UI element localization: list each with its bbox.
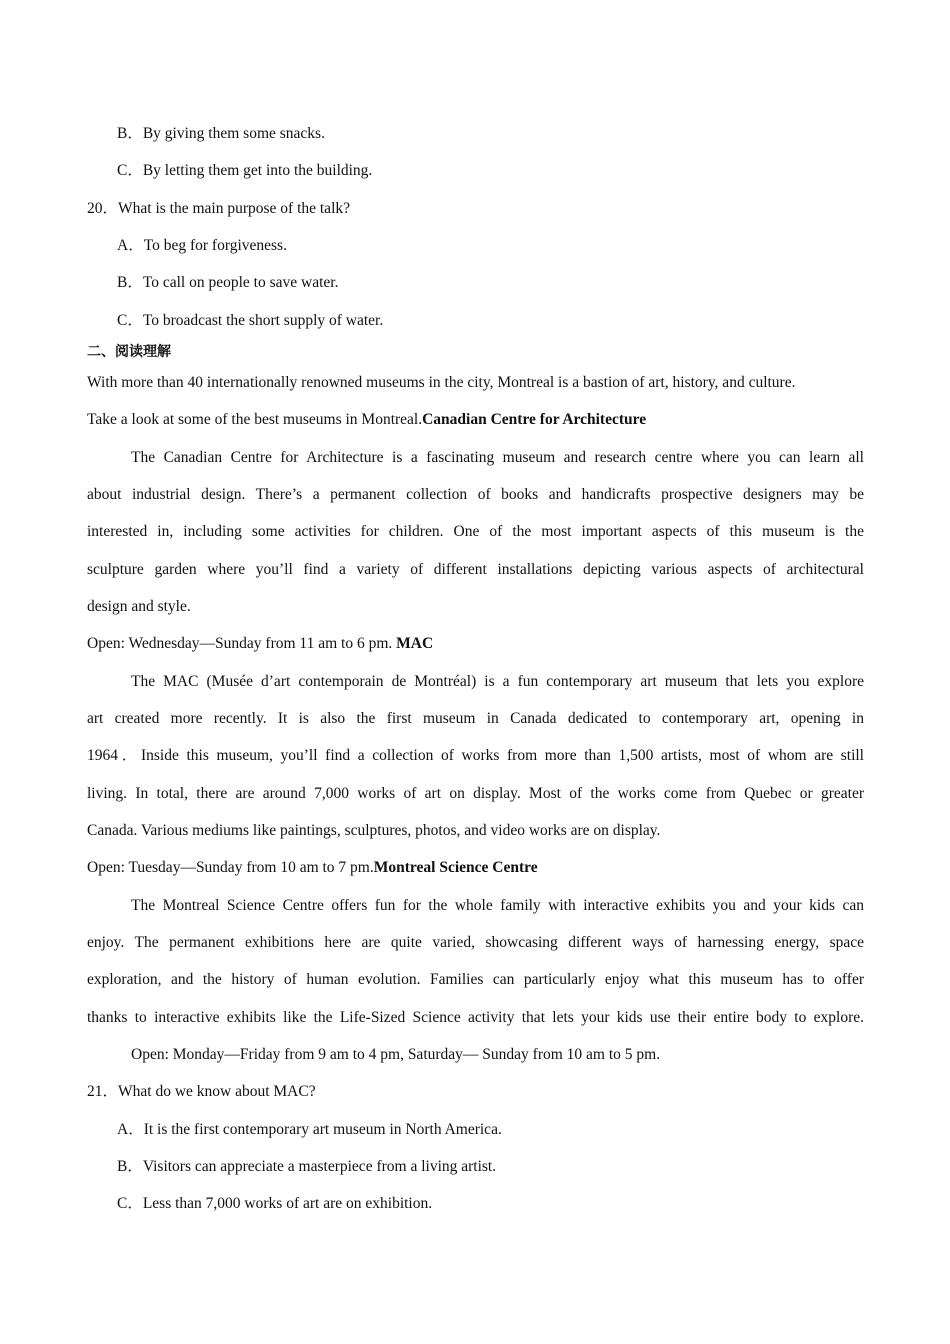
msc-heading: Montreal Science Centre [373, 859, 538, 876]
cca-open-hours [87, 634, 433, 654]
cca-paragraph-line-1: The Canadian Centre for Architecture is a fascinating museum and research centre where you can learn all [131, 449, 864, 466]
mac-paragraph-line-4: living. In total, there are around 7,000 works of art on display. Most of the works come from Quebec or greater [87, 785, 864, 802]
intro-line-2 [87, 410, 646, 430]
msc-paragraph-line-3: exploration, and the history of human evolution. Families can particularly enjoy what this museum has to offer [87, 971, 864, 988]
q20-option-a: A．To beg for forgiveness. [117, 237, 287, 254]
intro-line-2-text: Take a look at some of the best museums in Montreal. [87, 411, 423, 428]
intro-line-1: With more than 40 internationally renowned museums in the city, Montreal is a bastion of art, history, and culture. [87, 374, 796, 391]
mac-open-text: Open: Tuesday—Sunday from 10 am to 7 pm. [87, 859, 374, 876]
q19-option-b: B．By giving them some snacks. [117, 125, 325, 142]
q20-stem: 20．What is the main purpose of the talk? [87, 200, 351, 217]
q19-option-c: C．By letting them get into the building. [117, 162, 373, 179]
cca-heading: Canadian Centre for Architecture [422, 411, 647, 428]
q21-stem: 21．What do we know about MAC? [87, 1083, 316, 1100]
q21-option-a: A．It is the first contemporary art museum in North America. [117, 1121, 502, 1138]
msc-paragraph-line-1: The Montreal Science Centre offers fun for the whole family with interactive exhibits you and your kids can [131, 897, 864, 914]
msc-open-hours: Open: Monday—Friday from 9 am to 4 pm, Saturday— Sunday from 10 am to 5 pm. [131, 1046, 661, 1063]
mac-paragraph-line-2: art created more recently. It is also the first museum in Canada dedicated to contemporary art, opening in [87, 710, 864, 727]
mac-open-hours [87, 858, 538, 878]
cca-paragraph-line-5: design and style. [87, 598, 191, 615]
mac-heading: MAC [396, 635, 434, 652]
cca-paragraph-line-3: interested in, including some activities for children. One of the most important aspects of this museum is the [87, 523, 864, 540]
mac-paragraph-line-3: 1964．Inside this museum, you’ll find a collection of works from more than 1,500 artists, most of whom are still [87, 747, 864, 764]
q20-option-b: B．To call on people to save water. [117, 274, 339, 291]
section-title: 二、阅读理解 [87, 344, 171, 360]
cca-open-text: Open: Wednesday—Sunday from 11 am to 6 pm. [87, 635, 397, 652]
msc-paragraph-line-4: thanks to interactive exhibits like the Life-Sized Science activity that lets your kids use their entire body to explore. [87, 1009, 864, 1026]
q20-option-c: C．To broadcast the short supply of water. [117, 312, 384, 329]
q21-option-b: B．Visitors can appreciate a masterpiece from a living artist. [117, 1158, 497, 1175]
msc-paragraph-line-2: enjoy. The permanent exhibitions here are quite varied, showcasing different ways of harnessing energy, space [87, 934, 864, 951]
cca-paragraph-line-2: about industrial design. There’s a permanent collection of books and handicrafts prospective designers may be [87, 486, 864, 503]
q21-option-c: C．Less than 7,000 works of art are on exhibition. [117, 1195, 433, 1212]
mac-paragraph-line-1: The MAC (Musée d’art contemporain de Montréal) is a fun contemporary art museum that lets you explore [131, 673, 864, 690]
cca-paragraph-line-4: sculpture garden where you’ll find a variety of different installations depicting various aspects of architectural [87, 561, 864, 578]
mac-paragraph-line-5: Canada. Various mediums like paintings, sculptures, photos, and video works are on display. [87, 822, 661, 839]
